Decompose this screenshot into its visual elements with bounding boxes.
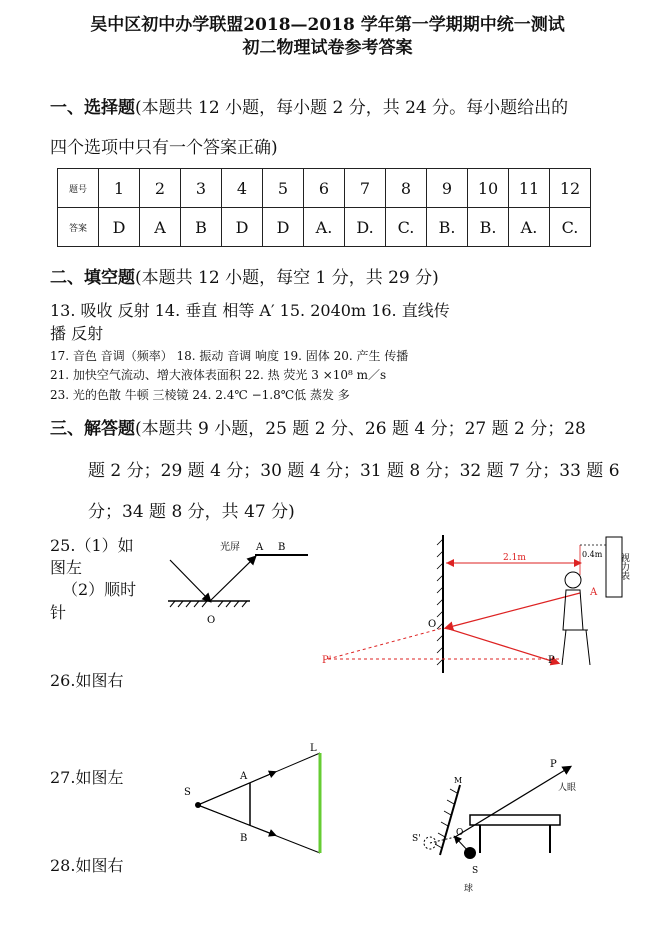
- q-answer: B.: [468, 208, 509, 247]
- q-number: 11: [509, 169, 550, 208]
- answer-table: [57, 168, 591, 247]
- fig26-chart-label: 视力表: [619, 553, 629, 580]
- part2-line5: 23. 光的色散 牛顿 三棱镜 24. 2.4℃ −1.8℃低 蒸发 多: [50, 388, 350, 402]
- table-row-answers: [58, 208, 591, 247]
- header-line2: 初二物理试卷参考答案: [242, 38, 413, 58]
- fig27-S-label: S: [184, 787, 191, 798]
- q-number: 6: [304, 169, 345, 208]
- q28-label: 28.如图右: [50, 856, 124, 875]
- part2-line3: 17. 音色 音调（频率） 18. 振动 音调 响度 19. 固体 20. 产生 传播: [50, 349, 409, 363]
- q25-line2: 图左: [50, 558, 83, 577]
- q-answer: B.: [427, 208, 468, 247]
- q-number: 1: [99, 169, 140, 208]
- part3-desc3: 分；34 题 8 分，共 47 分): [88, 502, 295, 522]
- q-number: 8: [386, 169, 427, 208]
- q-number: 2: [140, 169, 181, 208]
- fig28-P-label: P: [550, 759, 557, 770]
- q-answer: C.: [550, 208, 591, 247]
- q25-line3: （2）顺时: [62, 580, 137, 599]
- q25-line4: 针: [50, 603, 67, 622]
- fig27-L-label: L: [310, 743, 317, 754]
- q27-label: 27.如图左: [50, 768, 124, 787]
- part2-heading-row: [50, 263, 439, 288]
- q-number: 9: [427, 169, 468, 208]
- q-answer: C.: [386, 208, 427, 247]
- fig25-B-label: B: [278, 542, 286, 553]
- fig26-O-label: O: [428, 619, 437, 630]
- fig26-dist-label: 2.1m: [503, 553, 526, 563]
- fig25-A-label: A: [256, 542, 264, 553]
- fig26-d2-label: 0.4m: [582, 550, 603, 559]
- q-answer: D: [263, 208, 304, 247]
- fig27-A-label: A: [240, 771, 248, 782]
- fig28-O-label: O: [456, 828, 464, 838]
- fig26-Pprime-label: P': [322, 655, 332, 666]
- q26-label: 26.如图右: [50, 671, 124, 690]
- part1-desc2: 四个选项中只有一个答案正确): [50, 138, 278, 158]
- fig28-S-label: S: [472, 866, 479, 876]
- fig27-diagram: [180, 745, 340, 855]
- fig26-diagram: [318, 535, 648, 675]
- part2-line2: 播 反射: [50, 324, 104, 343]
- q25-line1: 25.（1）如: [50, 536, 134, 555]
- fig27-B-label: B: [240, 833, 248, 844]
- part3-heading-row: [50, 414, 586, 439]
- fig28-diagram: [400, 755, 585, 895]
- q-answer: D: [99, 208, 140, 247]
- part2-desc: (本题共 12 小题，每空 1 分，共 29 分): [135, 268, 439, 288]
- row-label-num: 题号: [58, 169, 99, 208]
- fig25-screen-label: 光屏: [220, 542, 240, 553]
- part3-heading: 三、解答题: [50, 419, 135, 439]
- q-answer: D: [222, 208, 263, 247]
- q-number: 10: [468, 169, 509, 208]
- fig28-Sprime-label: S': [412, 834, 421, 844]
- part3-desc2: 题 2 分；29 题 4 分；30 题 4 分；31 题 8 分；32 题 7 分；33 题 6: [88, 461, 620, 481]
- header-line1: 吴中区初中办学联盟2018—2018 学年第一学期期中统一测试: [90, 15, 565, 35]
- q-number: 5: [263, 169, 304, 208]
- fig28-ball-label: 球: [464, 884, 474, 894]
- q-answer: B: [181, 208, 222, 247]
- table-row-numbers: [58, 169, 591, 208]
- q-number: 4: [222, 169, 263, 208]
- fig25-diagram: [160, 535, 310, 630]
- fig25-O-label: O: [207, 615, 216, 626]
- part2-line4: 21. 加快空气流动、增大液体表面积 22. 热 荧光 3 ×10⁸ m／s: [50, 368, 387, 382]
- fig28-M-label: M: [454, 776, 463, 785]
- q-number: 12: [550, 169, 591, 208]
- fig26-P-label: P: [548, 655, 555, 666]
- q-number: 7: [345, 169, 386, 208]
- q-answer: D.: [345, 208, 386, 247]
- q-answer: A: [140, 208, 181, 247]
- part1-heading-row: [50, 93, 568, 118]
- q-answer: A.: [509, 208, 550, 247]
- part1-desc1: (本题共 12 小题，每小题 2 分，共 24 分。每小题给出的: [135, 98, 569, 118]
- part2-heading: 二、填空题: [50, 268, 135, 288]
- q-number: 3: [181, 169, 222, 208]
- part2-line1: 13. 吸收 反射 14. 垂直 相等 A′ 15. 2040m 16. 直线传: [50, 301, 450, 320]
- fig28-eye-label: 人眼: [558, 783, 577, 793]
- row-label-ans: 答案: [58, 208, 99, 247]
- q-answer: A.: [304, 208, 345, 247]
- part1-heading: 一、选择题: [50, 98, 135, 118]
- fig26-A-label: A: [590, 587, 598, 598]
- part3-desc1: (本题共 9 小题，25 题 2 分、26 题 4 分；27 题 2 分；28: [135, 419, 586, 439]
